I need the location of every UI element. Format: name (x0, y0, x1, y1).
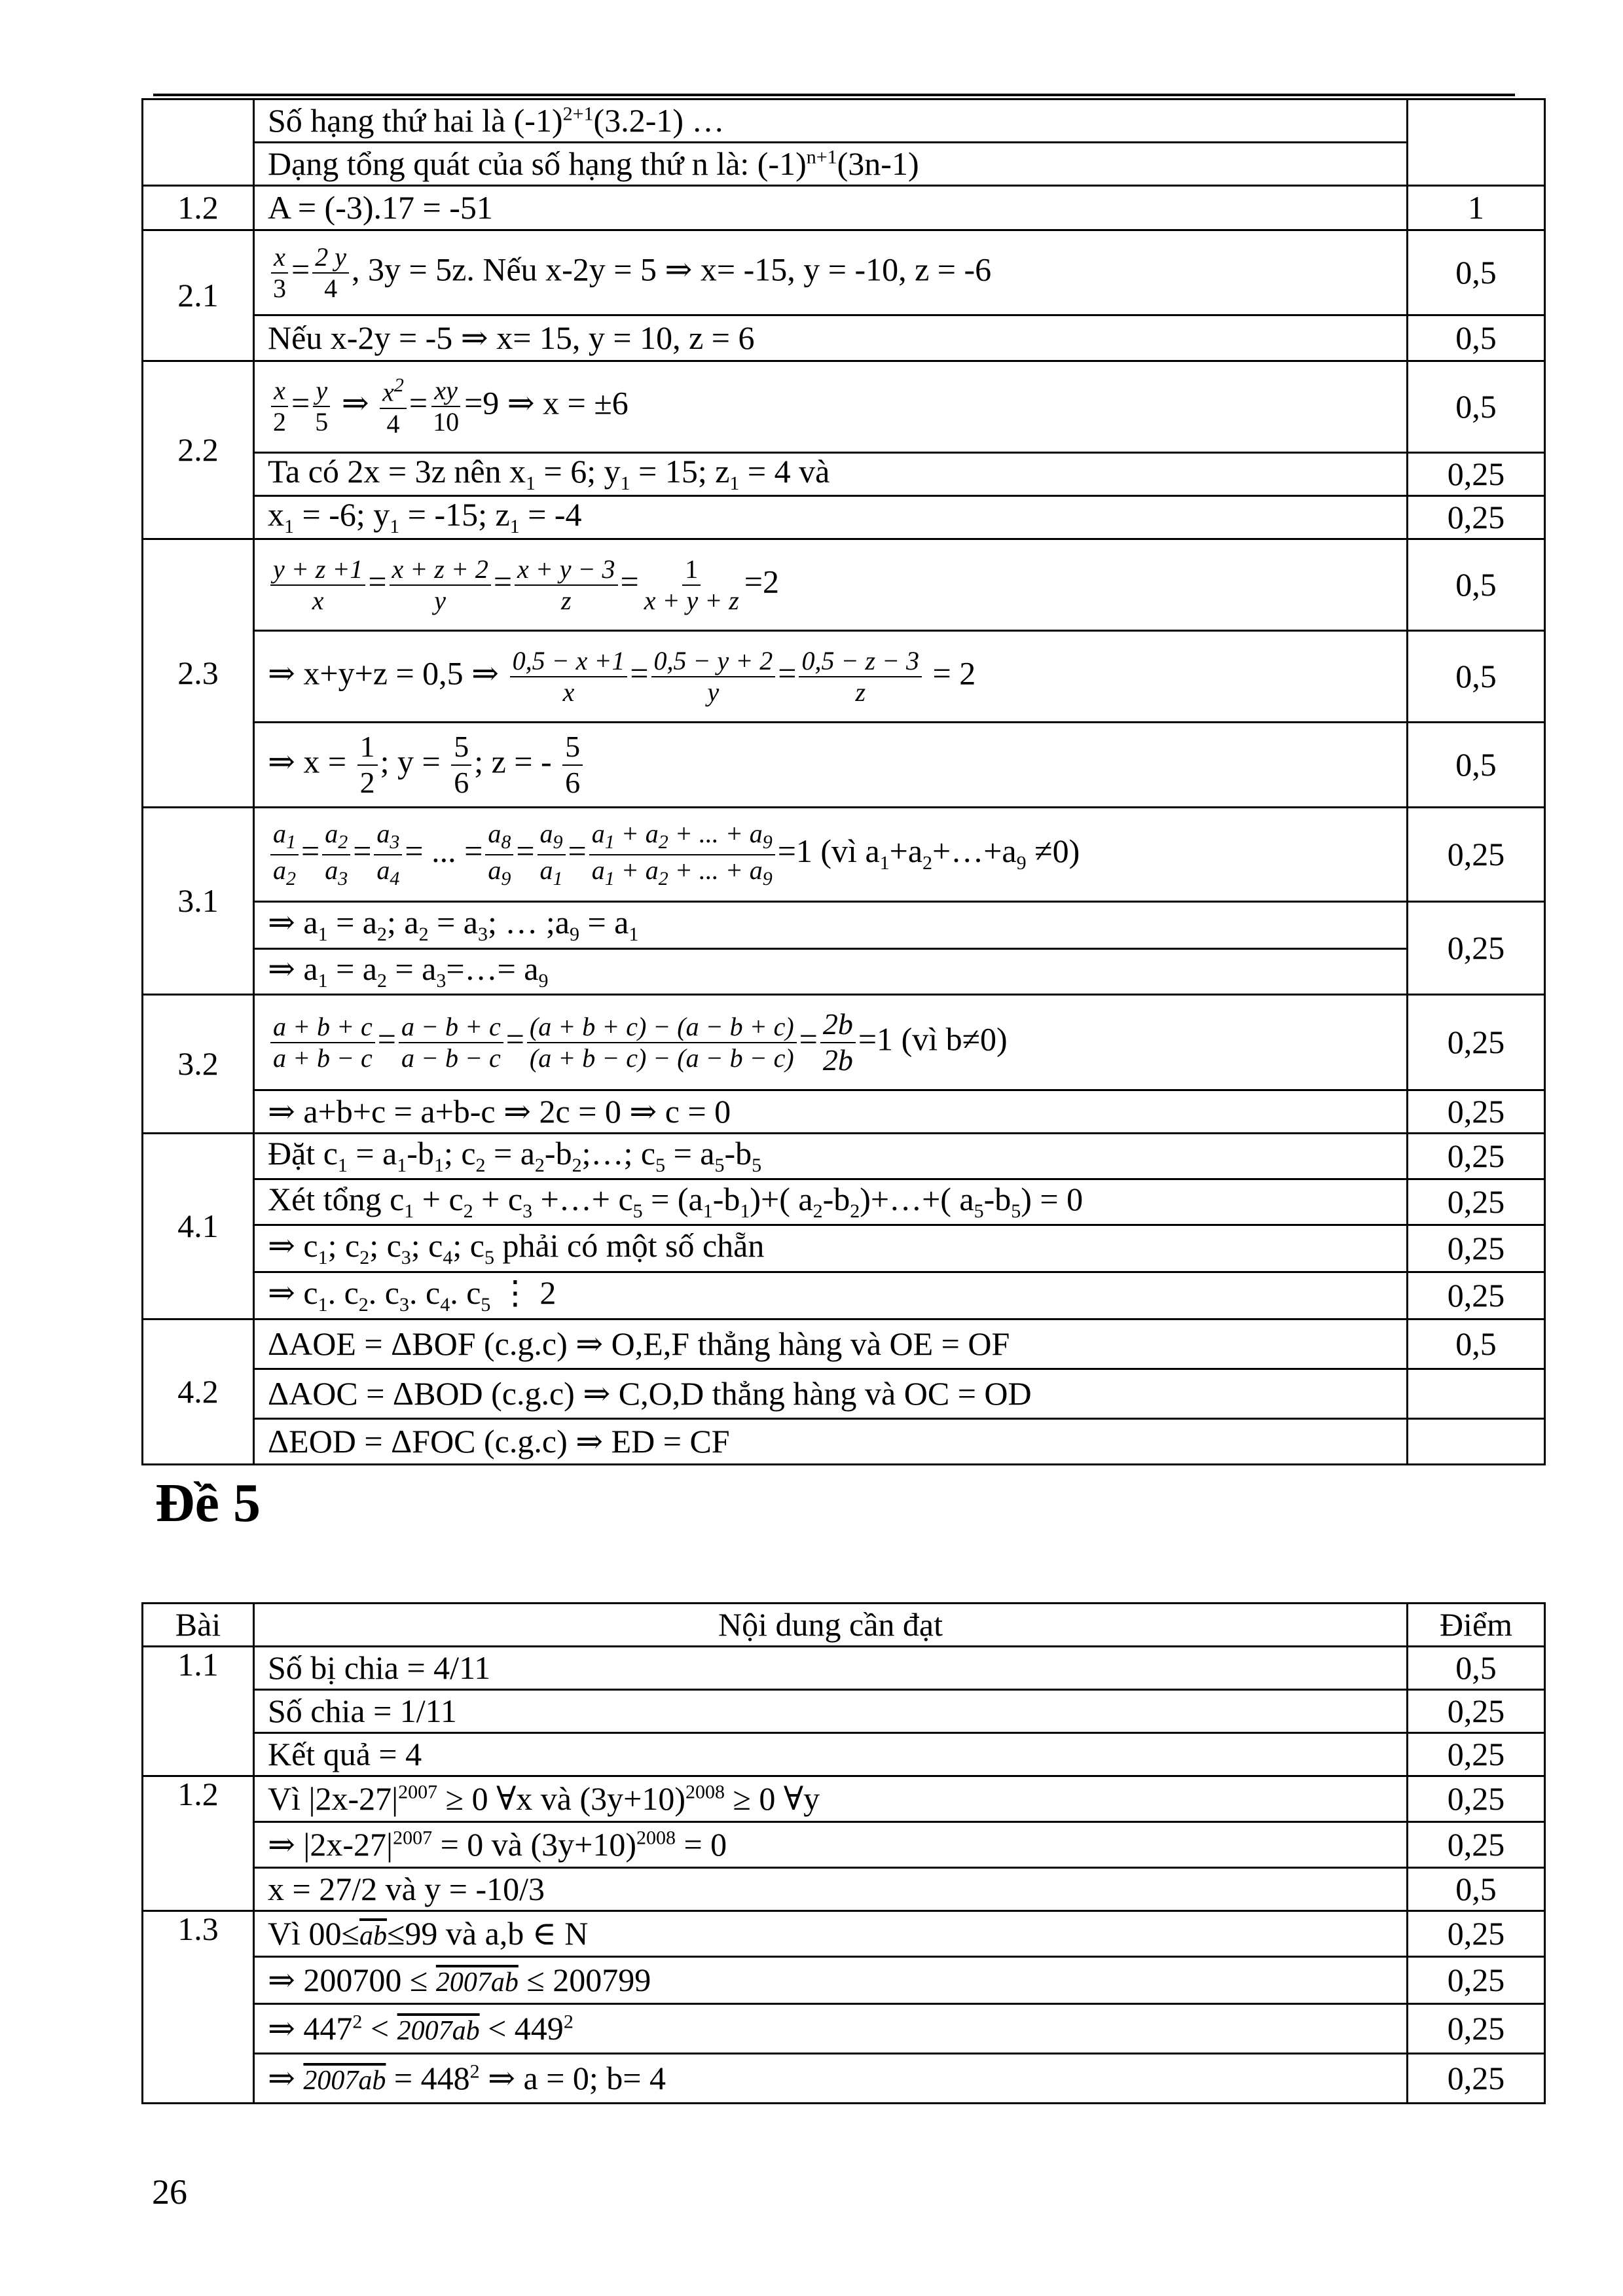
points-cell (1408, 1419, 1545, 1465)
points-cell: 0,25 (1408, 1179, 1545, 1225)
points-cell: 0,25 (1408, 496, 1545, 539)
section-number: 4.2 (143, 1319, 254, 1465)
points-cell: 0,5 (1408, 1647, 1545, 1690)
points-cell: 0,25 (1408, 2054, 1545, 2104)
row-text: ⇒ a+b+c = a+b-c ⇒ 2c = 0 ⇒ c = 0 (254, 1090, 1408, 1134)
row-text: ⇒ $2007ab = 448^2$ ⇒ a = 0; b= 4 (254, 2054, 1408, 2104)
points-cell: 1 (1408, 186, 1545, 230)
points-cell: 0,25 (1408, 1733, 1545, 1776)
points-cell: 0,25 (1408, 1225, 1545, 1272)
row-text: Đặt $c_1 = a_1-b_1$; $c_2$ = $a_2-b_2;\dots$; $c_5 = a_5-b_5$ (254, 1134, 1408, 1179)
row-text: $\frac{a + b + c}{a + b - c}$ = $\frac{a - b + c}{a - b - c}$ = $\frac{(a + b + c) - (a - b + c)}{(a + b - c) - (a - b - c)}$ = $\frac{2b}{2b}$ =1 (vì b≠0) (254, 995, 1408, 1090)
points-cell: 0,25 (1408, 1822, 1545, 1868)
row-text: $x_1 = -6$; $y_1 = -15$; $z_1 = -4$ (254, 496, 1408, 539)
points-cell: 0,5 (1408, 361, 1545, 453)
row-text: Vì $00\le\overline{ab}\le 99$ và a,b ∈ N (254, 1911, 1408, 1957)
points-cell: 0,25 (1408, 1272, 1545, 1319)
section-number: 1.2 (143, 186, 254, 230)
section-number: 2.1 (143, 230, 254, 361)
points-cell: 0,5 (1408, 539, 1545, 631)
row-text: ⇒ $|2x-27|^{2007} = 0$ và $(3y+10)^{2008} = 0$ (254, 1822, 1408, 1868)
points-cell: 0,5 (1408, 1319, 1545, 1369)
points-cell: 0,25 (1408, 1776, 1545, 1822)
row-text: A = (-3).17 = -51 (254, 186, 1408, 230)
points-cell: 0,25 (1408, 2004, 1545, 2054)
points-cell: 0,25 (1408, 1090, 1545, 1134)
section-number: 2.3 (143, 539, 254, 808)
row-text: ΔAOE = ΔBOF (c.g.c) ⇒ O,E,F thẳng hàng và OE = OF (254, 1319, 1408, 1369)
points-cell: 0,25 (1408, 1957, 1545, 2004)
row-text: $\frac{a_1}{a_2}$ = $\frac{a_2}{a_3}$ = $\frac{a_3}{a_4}$ = ... = $\frac{a_8}{a_9}$ = $\frac{a_9}{a_1}$ = $\frac{a_1 + a_2 + ... + a_9}{a_1 + a_2 + ... + a_9}$ =1 (vì $a_1+a_2+\dots+a_9 \ne 0$) (254, 808, 1408, 902)
points-cell: 0,25 (1408, 902, 1545, 995)
row-text: $\frac{y + z +1}{x}$ = $\frac{x + z + 2}{y}$ = $\frac{x + y - 3}{z}$ = $\frac{1}{x + y + z}$ =2 (254, 539, 1408, 631)
answer-table-de5 (141, 1602, 1546, 2104)
row-text: ⇒ x = $\frac{1}{2}$ ; y = $\frac{5}{6}$ ; z = - $\frac{5}{6}$ (254, 723, 1408, 808)
header-diem: Điểm (1408, 1604, 1545, 1647)
section-number: 4.1 (143, 1134, 254, 1319)
row-text: x = 27/2 và y = -10/3 (254, 1868, 1408, 1911)
points-cell: 0,25 (1408, 1134, 1545, 1179)
points-cell: 0,25 (1408, 453, 1545, 496)
points-cell: 0,25 (1408, 808, 1545, 902)
row-text: Số bị chia = 4/11 (254, 1647, 1408, 1690)
row-text: ⇒ $a_1 = a_2$ = $a_3=\dots= a_9$ (254, 949, 1408, 995)
header-rule (153, 94, 1515, 96)
section-heading: Đề 5 (155, 1473, 261, 1534)
answer-table-continued (141, 98, 1546, 1465)
row-text: ⇒ $447^2 < 2007ab < 449^2$ (254, 2004, 1408, 2054)
points-cell (1408, 99, 1545, 186)
row-text: ΔAOC = ΔBOD (c.g.c) ⇒ C,O,D thẳng hàng và OC = OD (254, 1369, 1408, 1419)
page-number: 26 (152, 2172, 187, 2212)
points-cell: 0,5 (1408, 1868, 1545, 1911)
row-text: ⇒ $a_1 = a_2$; $a_2 = a_3$; … $;a_9 = a_1$ (254, 902, 1408, 949)
section-number: 1.2 (143, 1776, 254, 1911)
section-number (143, 99, 254, 186)
row-text: Ta có 2x = 3z nên $x_1 = 6$; $y_1 = 15$; $z_1 = 4$ và (254, 453, 1408, 496)
header-bai: Bài (143, 1604, 254, 1647)
section-number: 1.3 (143, 1911, 254, 2104)
row-text: Số hạng thứ hai là $(-1)^{2+1}(3.2-1)$ … (254, 99, 1408, 143)
header-noi-dung: Nội dung cần đạt (254, 1604, 1408, 1647)
row-text: Dạng tổng quát của số hạng thứ n là: $(-1)^{n+1}(3n-1)$ (254, 143, 1408, 186)
points-cell: 0,5 (1408, 723, 1545, 808)
row-text: Xét tổng $c_1 + c_2 + c_3$ +…+ $c_5 = (a_1-b_1)+$( $a_2-b_2)+\dots+$( $a_5-b_5) = 0$ (254, 1179, 1408, 1225)
row-text: Nếu x-2y = -5 ⇒ x= 15, y = 10, z = 6 (254, 315, 1408, 361)
row-text: Kết quả = 4 (254, 1733, 1408, 1776)
row-text: ⇒ x+y+z = 0,5 ⇒ $\frac{0,5 - x +1}{x}$ = $\frac{0,5 - y + 2}{y}$ = $\frac{0,5 - z - 3}{z}$ = 2 (254, 631, 1408, 723)
row-text: Số chia = 1/11 (254, 1690, 1408, 1733)
section-number: 1.1 (143, 1647, 254, 1776)
points-cell: 0,5 (1408, 315, 1545, 361)
row-text: $\frac{x}{3}$ = $\frac{2 y}{4}$ , 3y = 5z. Nếu x-2y = 5 ⇒ x= -15, y = -10, z = -6 (254, 230, 1408, 315)
points-cell: 0,25 (1408, 1911, 1545, 1957)
row-text: ⇒ 200700 ≤ 2007ab ≤ 200799 (254, 1957, 1408, 2004)
section-number: 3.2 (143, 995, 254, 1134)
points-cell: 0,25 (1408, 995, 1545, 1090)
row-text: ΔEOD = ΔFOC (c.g.c) ⇒ ED = CF (254, 1419, 1408, 1465)
points-cell: 0,5 (1408, 230, 1545, 315)
row-text: $\frac{x}{2}$ = $\frac{y}{5}$ ⇒ $\frac{x^2}{4}$ = $\frac{xy}{10}$ =9 ⇒ x = ±6 (254, 361, 1408, 453)
row-text: ⇒ $c_1$. $c_2$. $c_3$. $c_4$. $c_5$ ⋮ 2 (254, 1272, 1408, 1319)
section-number: 2.2 (143, 361, 254, 539)
section-number: 3.1 (143, 808, 254, 995)
row-text: Vì $|2x-27|^{2007} \ge 0$ ∀x và $(3y+10)^{2008} \ge 0$ ∀y (254, 1776, 1408, 1822)
row-text: ⇒ $c_1$; $c_2$; $c_3$; $c_4$; $c_5$ phải có một số chẵn (254, 1225, 1408, 1272)
points-cell: 0,25 (1408, 1690, 1545, 1733)
points-cell: 0,5 (1408, 631, 1545, 723)
points-cell (1408, 1369, 1545, 1419)
